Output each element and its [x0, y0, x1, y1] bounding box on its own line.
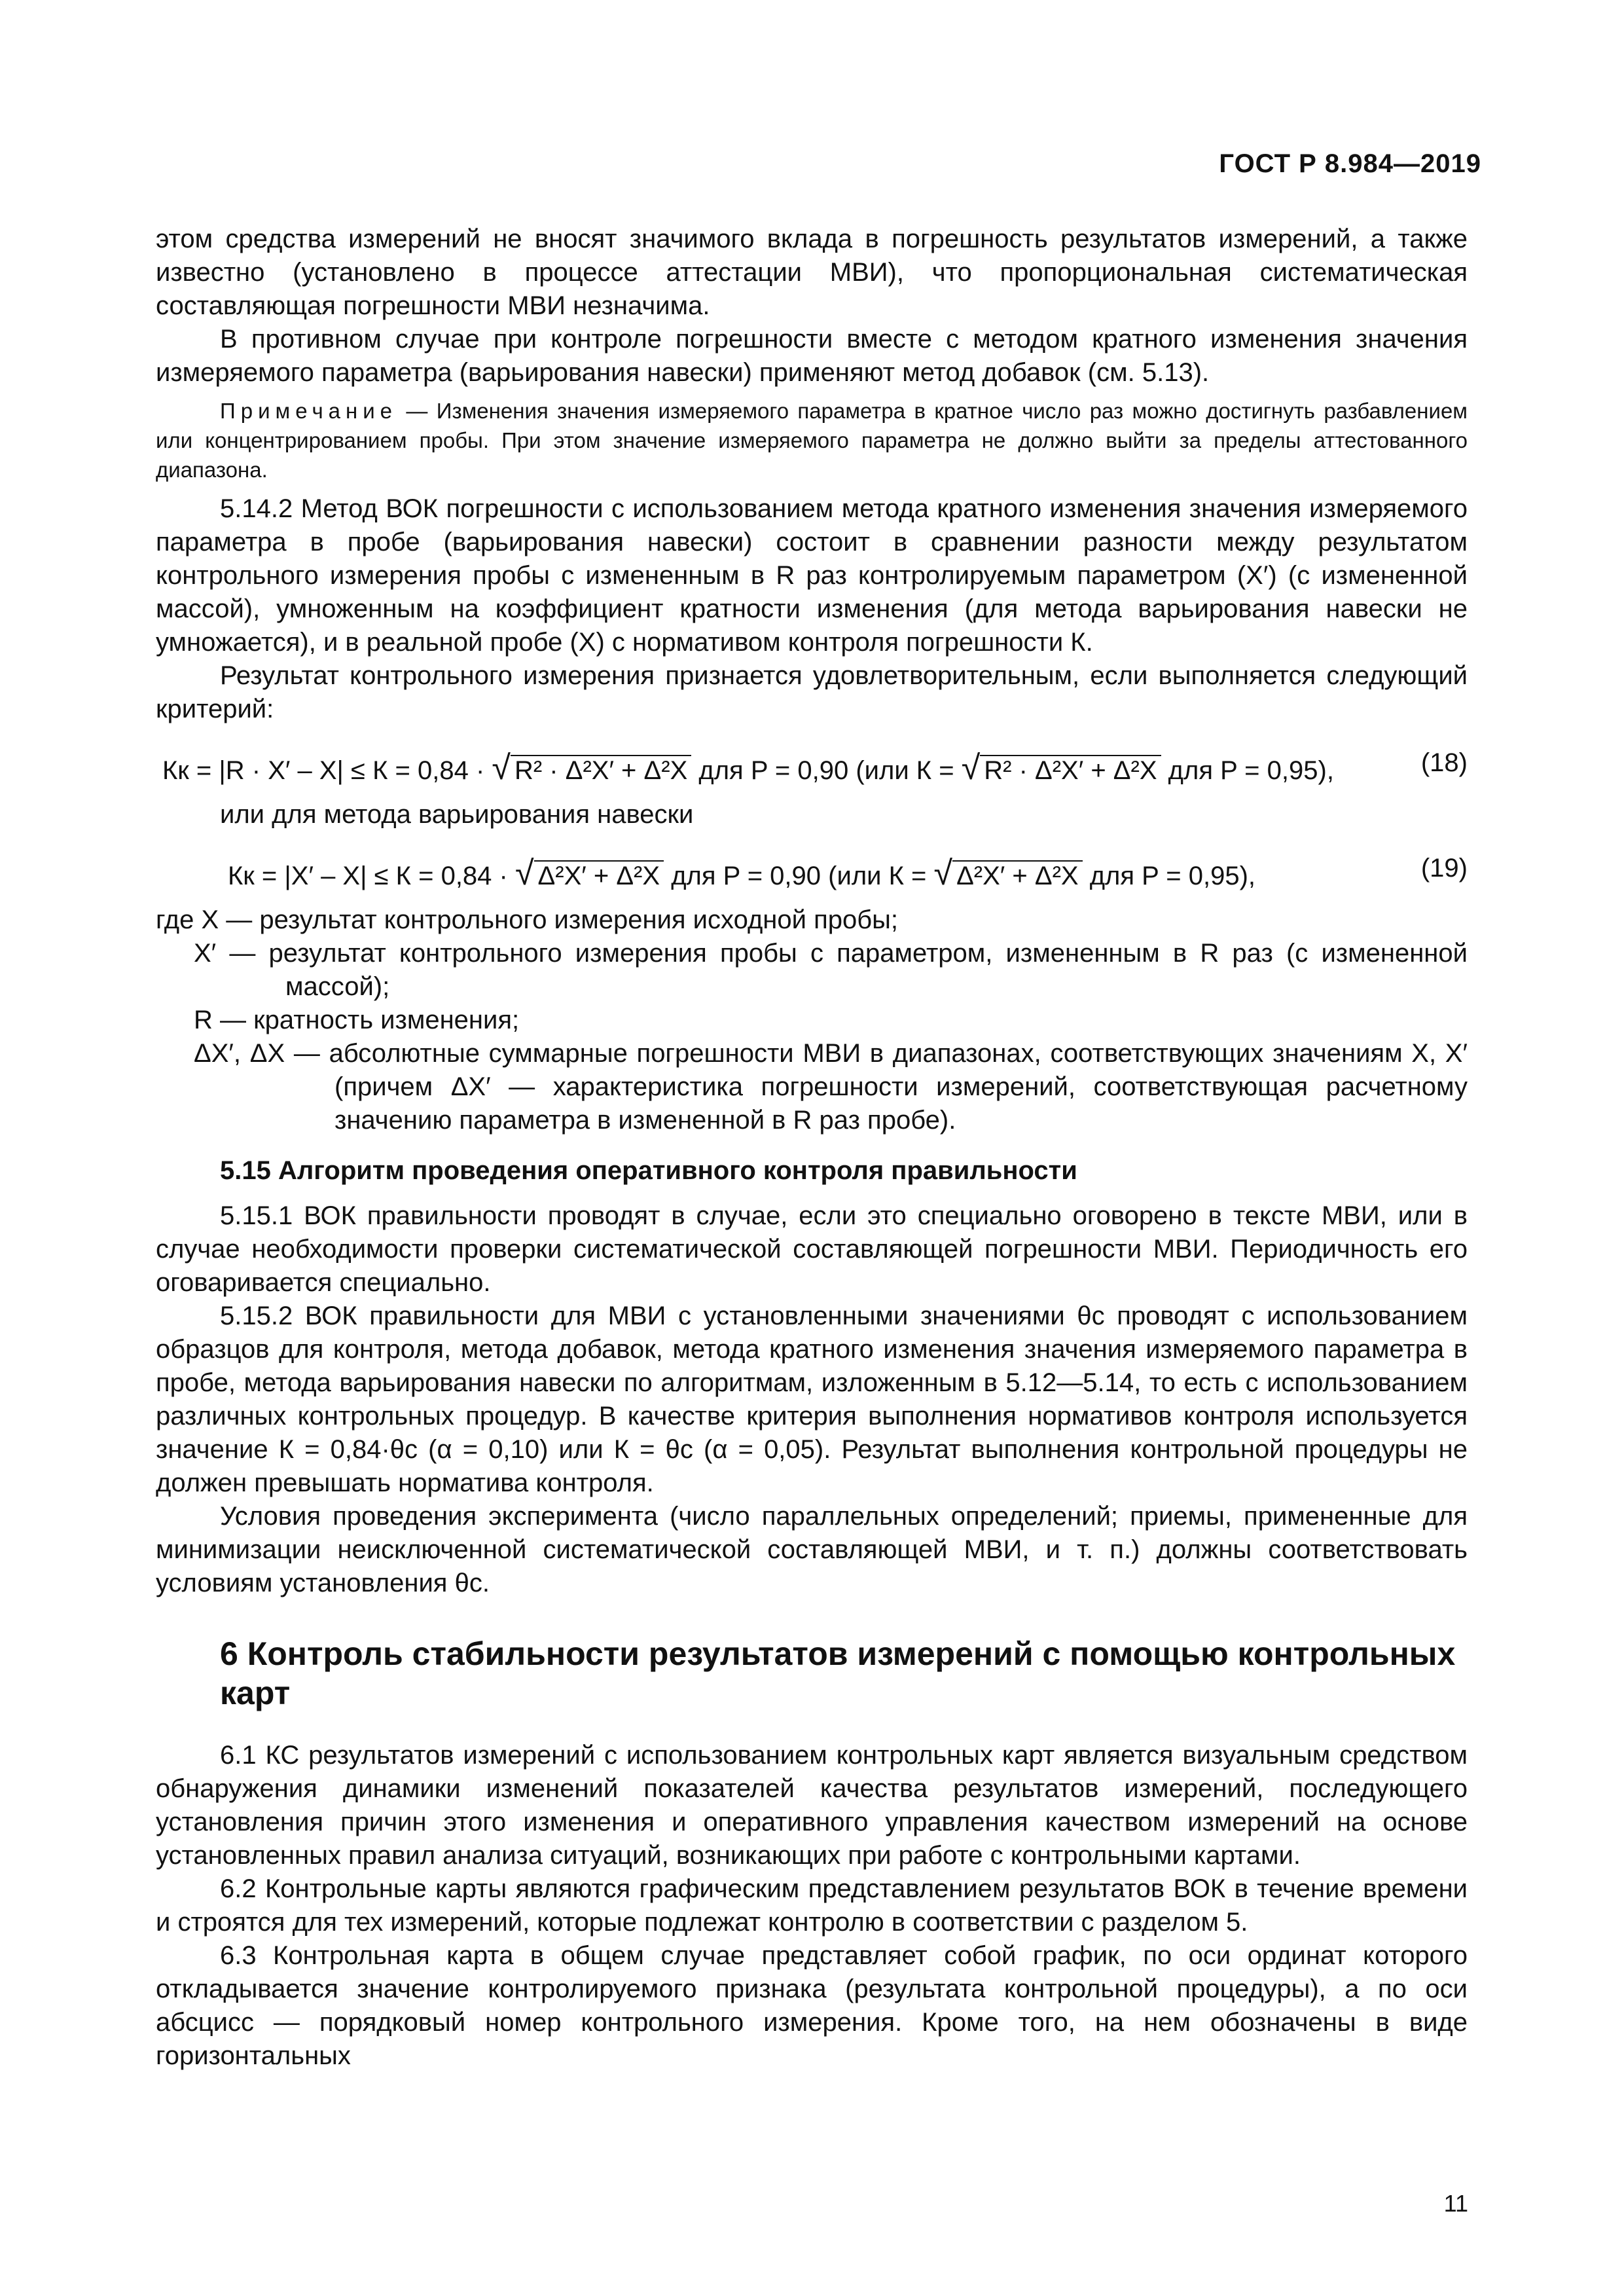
paragraph: 6.3 Контрольная карта в общем случае представляет собой график, по оси ординат которого откладывается значение контролируемого признака (результата контрольной процедуры), а по оси абсцисс — порядковый номер контрольного измерения. Кроме того, на нем обозначены в виде горизонтальных	[156, 1941, 1468, 2070]
definition: R — кратность изменения;	[194, 1006, 520, 1034]
note	[156, 396, 1468, 484]
formula-18: Кк = |R · X′ – X| ≤ К = 0,84 · √ R² · Δ²X′ + Δ²X для P = 0,90 (или К = √ R² · Δ²X′ + Δ²X для P = 0,95), (18)	[162, 748, 1468, 787]
paragraph: 6.2 Контрольные карты являются графическим представлением результатов ВОК в течение времени и строятся для тех измерений, которые подлежат контролю в соответствии с разделом 5.	[156, 1874, 1468, 1937]
formula-18-radicand: R² · Δ²X′ + Δ²X	[511, 755, 691, 786]
formula-19-mid: для P = 0,90 (или К =	[671, 862, 927, 890]
paragraph-5-14-2: 5.14.2 Метод ВОК погрешности с использованием метода кратного изменения значения измеряемого параметра в пробе (варьирования навески) состоит в сравнении разности между результатом контрольного измерения пробы с измененным в R раз контролируемым параметром (X′) (с измененной массой), умноженным на коэффициент кратности изменения (для метода варьирования навески не умножается), и в реальной пробе (X) с нормативом контроля погрешности К.	[156, 494, 1468, 657]
paragraph: 5.15.1 ВОК правильности проводят в случае, если это специально оговорено в тексте МВИ, или в случае необходимости проверки систематической составляющей погрешности МВИ. Периодичность его оговаривается специально.	[156, 1201, 1468, 1297]
formula-19-radicand-2: Δ²X′ + Δ²X	[952, 860, 1083, 891]
definitions	[156, 903, 1468, 1137]
section-heading-6: 6 Контроль стабильности результатов измерений с помощью контрольных карт	[220, 1635, 1456, 1711]
note-label: Примечание	[220, 399, 398, 423]
formula-19: Кк = |X′ – X| ≤ К = 0,84 · √ Δ²X′ + Δ²X для P = 0,90 (или К = √ Δ²X′ + Δ²X для P = 0,95), (19)	[228, 854, 1468, 892]
section-heading-5-15: 5.15 Алгоритм проведения оперативного контроля правильности	[220, 1156, 1077, 1185]
formula-18-right: для P = 0,95),	[1168, 756, 1334, 785]
page-number: 11	[1443, 2190, 1468, 2217]
equation-number: (18)	[1420, 748, 1468, 777]
paragraph: 5.15.2 ВОК правильности для МВИ с установленными значениями θс проводят с использованием образцов для контроля, метода добавок, метода кратного изменения значения измеряемого параметра в пробе, метода варьирования навески по алгоритмам, изложенным в 5.12—5.14, то есть с использованием различных контрольных процедур. В качестве критерия выполнения нормативов контроля используется значение К = 0,84·θс (α = 0,10) или К = θс (α = 0,05). Результат выполнения контрольной процедуры не должен превышать норматива контроля.	[156, 1302, 1468, 1497]
paragraph: 6.1 КС результатов измерений с использованием контрольных карт является визуальным средством обнаружения динамики изменений показателей качества результатов измерений, последующего установления причин этого изменения и оперативного управления качеством измерений на основе установленных правил анализа ситуаций, возникающих при работе с контрольными картами.	[156, 1741, 1468, 1870]
equation-number: (19)	[1420, 854, 1468, 883]
note-text: — Изменения значения измеряемого параметра в кратное число раз можно достигнуть разбавлением или концентрированием пробы. При этом значение измеряемого параметра не должно выйти за пределы аттестованного диапазона.	[156, 399, 1468, 482]
formula-19-radicand: Δ²X′ + Δ²X	[534, 860, 664, 891]
paragraph: или для метода варьирования навески	[220, 800, 694, 829]
paragraph: Результат контрольного измерения признается удовлетворительным, если выполняется следующий критерий:	[156, 661, 1468, 723]
formula-18-mid: для P = 0,90 (или К =	[698, 756, 954, 785]
paragraph: Условия проведения эксперимента (число параллельных определений; приемы, примененные для минимизации неисключенной систематической составляющей МВИ, и т. п.) должны соответствовать условиям установления θс.	[156, 1502, 1468, 1597]
definition: где X — результат контрольного измерения исходной пробы;	[156, 905, 899, 934]
paragraph: этом средства измерений не вносят значимого вклада в погрешность результатов измерений, а также известно (установлено в процессе аттестации МВИ), что пропорциональная систематическая составляющая погрешности МВИ незначима.	[156, 225, 1468, 320]
paragraph: В противном случае при контроле погрешности вместе с методом кратного изменения значения измеряемого параметра (варьирования навески) применяют метод добавок (см. 5.13).	[156, 325, 1468, 387]
formula-18-radicand-2: R² · Δ²X′ + Δ²X	[980, 755, 1161, 786]
formula-19-right: для P = 0,95),	[1089, 862, 1255, 890]
definition: ΔX′, ΔX — абсолютные суммарные погрешности МВИ в диапазонах, соответствующих значениям X, X′ (причем ΔX′ — характеристика погрешности измерений, соответствующая расчетному значению параметра в измененной в R раз пробе).	[194, 1039, 1468, 1135]
definition: X′ — результат контрольного измерения пробы с параметром, измененным в R раз (с измененной массой);	[194, 939, 1468, 1001]
document-body	[156, 223, 1468, 2073]
formula-18-left: Кк = |R · X′ – X| ≤ К = 0,84 ·	[162, 756, 485, 785]
document-header: ГОСТ Р 8.984—2019	[1219, 149, 1481, 178]
formula-19-left: Кк = |X′ – X| ≤ К = 0,84 ·	[228, 862, 508, 890]
